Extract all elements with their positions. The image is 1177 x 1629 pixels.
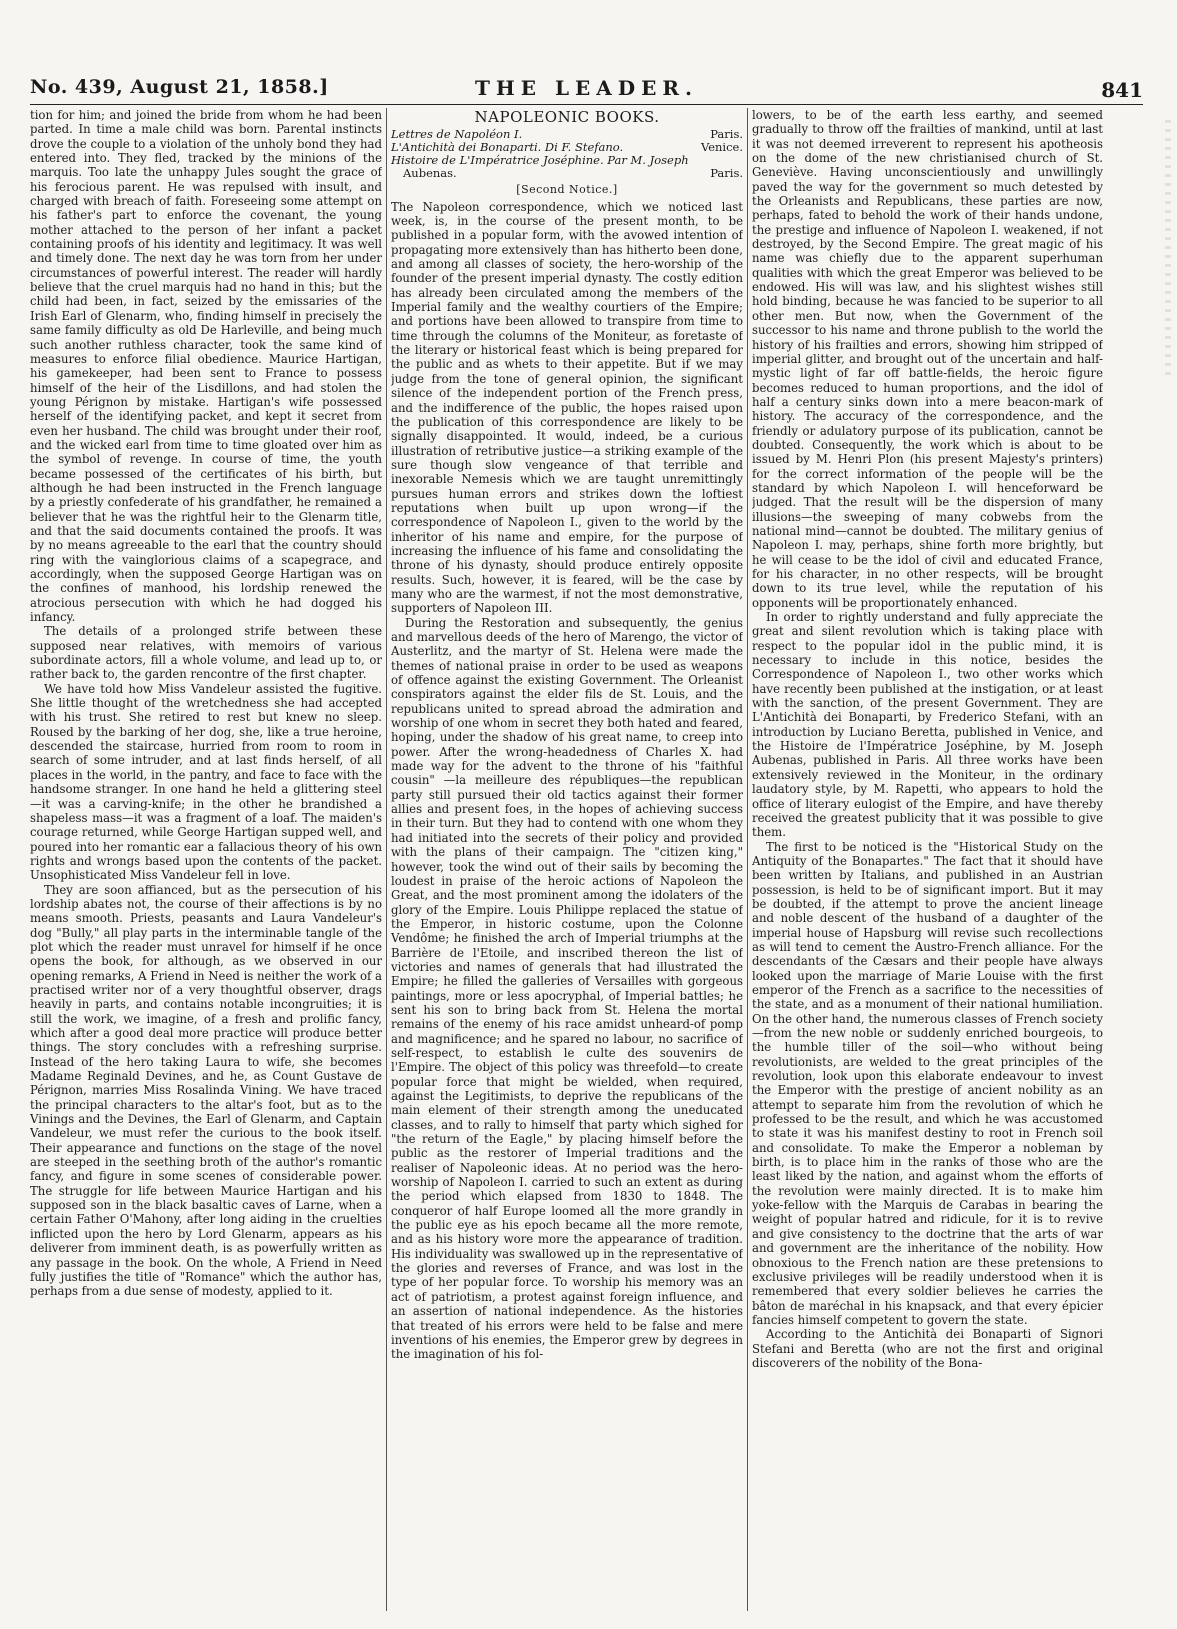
- paragraph: We have told how Miss Vandeleur assisted the fugitive. She little thought of the wretchedness she had accepted with his trust. She retired to rest but knew no sleep. Roused by the barking of her dog, she, like a true heroine, descended the staircase, hurried from room to room in search of some intruder, and at last finds herself, of all places in the world, in the pantry, and face to face with the handsome stranger. In one hand he held a glittering steel—it was a carving-knife; in the other he brandished a shapeless mass—it was a fragment of a loaf. The maiden's courage returned, while George Hartigan supped well, and poured into her romantic ear a fallacious theory of his own rights and wrongs based upon the contents of the packet. Unsophisticated Miss Vandeleur fell in love.: [30, 681, 382, 883]
- paragraph: During the Restoration and subsequently, the genius and marvellous deeds of the hero of Marengo, the victor of Austerlitz, and the martyr of St. Helena were made the themes of national praise in order to be used as weapons of offence against the existing Government. The Orleanist conspirators against the elder fils de St. Louis, and the republicans united to spread abroad the admiration and worship of one whom in secret they both hated and feared, hoping, under the shadow of his great name, to creep into power. After the wrong-headedness of Charles X. had made way for the advent to the throne of his "faithful cousin" —la meilleure des républiques—the republican party still pursued their old tactics against their former allies and present foes, in the hopes of achieving success in their turn. But they had to contend with one whom they had initiated into the secrets of their policy and provided with the plans of their campaign. The "citizen king," however, took the wind out of their sails by becoming the loudest in praise of the heroic actions of Napoleon the Great, and the most prominent among the idolaters of the glory of the Empire. Louis Philippe replaced the statue of the Emperor, in historic costume, upon the Colonne Vendôme; he finished the arch of Imperial triumphs at the Barrière de l'Etoile, and inscribed thereon the list of victories and names of generals that had illustrated the Empire; he filled the galleries of Versailles with gorgeous paintings, more or less apocryphal, of Imperial battles; he sent his son to bring back from St. Helena the mortal remains of the enemy of his race amidst unheard-of pomp and magnificence; and he spared no labour, no sacrifice of self-respect, to establish le culte des souvenirs de l'Empire. The object of this policy was threefold—to create popular force that might be wielded, when required, against the Legitimists, to deprive the republicans of the main element of their strength among the uneducated classes, and to rally to himself that party which sighed for "the return of the Eagle," by placing himself before the public as the restorer of Imperial traditions and the realiser of Napoleonic ideas. At no period was the hero-worship of Napoleon I. carried to such an extent as during the period which elapsed from 1830 to 1848. The conqueror of half Europe loomed all the more grandly in the public eye as his epoch became all the more remote, and as his history wore more the appearance of tradition. His individuality was swallowed up in the representative of the glories and reverses of France, and was lost in the type of her popular force. To worship his memory was an act of patriotism, a protest against foreign influence, and an assertion of national independence. As the histories that treated of his errors were held to be false and mere inventions of his enemies, the Emperor grew by degrees in the imagination of his fol-: [391, 615, 743, 1362]
- paragraph: They are soon affianced, but as the persecution of his lordship abates not, the course of their affections is by no means smooth. Priests, peasants and Laura Vandeleur's dog "Bully," all play parts in the interminable tangle of the plot which the reader must unravel for himself if he once opens the book, for although, as we observed in our opening remarks, A Friend in Need is neither the work of a practised writer nor of a very thoughtful observer, drags heavily in parts, and contains notable incongruities; it is still the work, we imagine, of a fresh and prolific fancy, which after a good deal more practice will produce better things. The story concludes with a refreshing surprise. Instead of the hero taking Laura to wife, she becomes Madame Reginald Devines, and he, as Count Gustave de Pérignon, marries Miss Rosalinda Vining. We have traced the principal characters to the altar's foot, but as to the Vinings and the Devines, the Earl of Glenarm, and Captain Vandeleur, we must refer the curious to the book itself. Their appearance and functions on the stage of the novel are steeped in the seething broth of the author's romantic fancy, and figure in some scenes of considerable power. The struggle for life between Maurice Hartigan and his supposed son in the black basaltic caves of Larne, when a certain Father O'Mahony, after long aiding in the cruelties inflicted upon the hero by Lord Glenarm, appears as his deliverer from imminent death, is as powerfully written as any passage in the book. On the whole, A Friend in Need fully justifies the title of "Romance" which the author has, perhaps from a due sense of modesty, applied to it.: [30, 882, 382, 1299]
- book-title: Histoire de L'Impératrice Joséphine. Par M. Joseph: [391, 153, 689, 168]
- header-rule: [30, 104, 1143, 105]
- book-title: Lettres de Napoléon I.: [391, 127, 523, 142]
- column-divider: [386, 108, 387, 1611]
- paragraph: tion for him; and joined the bride from whom he had been parted. In time a male child was born. Parental instincts drove the couple to a violation of the unholy bond they had entered into. They fled, tracked by the minions of the marquis. Too late the unhappy Jules sought the grace of his ferocious parent. He was repulsed with insult, and charged with breach of faith. Foreseeing some attempt on his father's part to enforce the covenant, the young mother attached to the person of her infant a packet containing proofs of his identity and legitimacy. It was well and timely done. The next day he was torn from her under circumstances of powerful interest. The reader will hardly believe that the cruel marquis had no hand in this; but the child had been, in fact, seized by the emissaries of the Irish Earl of Glenarm, who, finding himself in precisely the same family difficulty as old De Harleville, and being much such another ruthless character, took the same kind of measures to enforce filial obedience. Maurice Hartigan, his gamekeeper, had been sent to France to possess himself of the heir of the Lisdillons, and had stolen the young Pérignon by mistake. Hartigan's wife possessed herself of the identifying packet, and kept it secret from even her husband. The child was brought under their roof, and the wicked earl from time to time gloated over him as the symbol of revenge. In course of time, the youth became possessed of the certificates of his birth, but although he had been instructed in the French language by a priestly confederate of his grandfather, he remained a believer that he was the rightful heir to the Glenarm title, and that the said documents contained the proofs. It was by no means agreeable to the earl that the country should ring with the vainglorious claims of a scapegrace, and accordingly, when the supposed George Hartigan was on the confines of manhood, his lordship renewed the atrocious persecution with which he had dogged his infancy.: [30, 108, 382, 625]
- masthead-title: THE LEADER.: [475, 76, 698, 100]
- column-divider: [747, 108, 748, 1611]
- book-author: Aubenas.: [403, 166, 457, 181]
- book-place: Paris.: [710, 166, 743, 181]
- book-entry: [391, 167, 743, 180]
- issue-date: No. 439, August 21, 1858.]: [30, 76, 329, 98]
- page-header: [30, 76, 1143, 106]
- paragraph: lowers, to be of the earth less earthy, and seemed gradually to throw off the frailties of mankind, until at last it was not deemed irreverent to represent his apotheosis on the dome of the new christianised church of St. Geneviève. Having unconscientiously and unwillingly paved the way for the government so much detested by the Orleanists and Republicans, these parties are now, perhaps, fated to behold the work of their hands undone, the prestige and influence of Napoleon I. weakened, if not destroyed, by the Second Empire. The great magic of his name was chiefly due to the apparent superhuman qualities with which the great Emperor was believed to be endowed. His will was law, and his slightest wishes still hold binding, because he was fancied to be superior to all other men. But now, when the Government of the successor to his name and throne publish to the world the history of his frailties and errors, showing him stripped of imperial glitter, and brought out of the uncertain and half-mystic light of far off battle-fields, the heroic figure becomes reduced to human proportions, and the idol of half a century sinks down into a mere beacon-mark of history. The accuracy of the correspondence, and the friendly or adulatory purpose of its publication, cannot be doubted. Consequently, the work which is about to be issued by M. Henri Plon (his present Majesty's printers) for the correct information of the people will be the standard by which Napoleon I. will henceforward be judged. That the result will be the dispersion of many illusions—the sweeping of many cobwebs from the national mind—cannot be doubted. The military genius of Napoleon I. may, perhaps, shine forth more brightly, but he will cease to be the idol of civil and educated France, for his character, in no other respects, will be brought down to its true level, while the reputation of his opponents will be proportionately enhanced.: [752, 108, 1103, 610]
- book-place: Venice.: [700, 140, 743, 155]
- book-title: L'Antichità dei Bonaparti. Di F. Stefano.: [391, 140, 624, 155]
- section-title: NAPOLEONIC BOOKS.: [474, 108, 660, 126]
- paragraph: The Napoleon correspondence, which we noticed last week, is, in the course of the present month, to be published in a popular form, with the avowed intention of propagating more extensively than has hitherto been done, and among all classes of society, the hero-worship of the founder of the present imperial dynasty. The costly edition has already been circulated among the members of the Imperial family and the wealthy courtiers of the Empire; and portions have been allowed to transpire from time to time through the columns of the Moniteur, as foretaste of the literary or historical feast which is being prepared for the public and as whets to their appetite. But if we may judge from the tone of general opinion, the significant silence of the independent portion of the French press, and the indifference of the public, the hopes raised upon the publication of this correspondence are likely to be signally disappointed. It would, indeed, be a curious illustration of retributive justice—a striking example of the sure though slow vengeance of that terrible and inexorable Nemesis which we are taught unremittingly pursues human errors and strikes down the loftiest reputations when built up upon wrong—if the correspondence of Napoleon I., given to the world by the inheritor of his name and empire, for the purpose of increasing the influence of his fame and consolidating the throne of his dynasty, should produce entirely opposite results. Such, however, it is feared, will be the case by many who are the warmest, if not the most demonstrative, supporters of Napoleon III.: [391, 199, 743, 616]
- book-place: Paris.: [710, 127, 743, 142]
- column-3: [752, 108, 1103, 1611]
- column-2: [391, 108, 743, 1611]
- paragraph: The details of a prolonged strife between these supposed near relatives, with memoirs of various subordinate actors, fill a whole volume, and lead up to, or rather back to, the garden rencontre of the first chapter.: [30, 624, 382, 682]
- notice-label: [Second Notice.]: [516, 183, 618, 197]
- article-columns: [30, 108, 1143, 1611]
- paragraph: According to the Antichità dei Bonaparti of Signori Stefani and Beretta (who are not the first and original discoverers of the nobility of the Bona-: [752, 1327, 1103, 1370]
- page-number: 841: [1101, 78, 1143, 102]
- page-edge-shadow: [1165, 120, 1171, 380]
- paragraph: In order to rightly understand and fully appreciate the great and silent revolution which is taking place with respect to the popular idol in the public mind, it is necessary to include in this notice, besides the Correspondence of Napoleon I., two other works which have recently been published at the instigation, or at least with the sanction, of the present Government. They are L'Antichità dei Bonaparti, by Frederico Stefani, with an introduction by Luciano Beretta, published in Venice, and the Histoire de l'Impératrice Joséphine, by M. Joseph Aubenas, published in Paris. All three works have been extensively reviewed in the Moniteur, in the ordinary laudatory style, by M. Rapetti, who appears to hold the office of literary eulogist of the Empire, and have thereby received the greatest publicity that it was possible to give them.: [752, 610, 1103, 840]
- column-1: [30, 108, 382, 1611]
- paragraph: The first to be noticed is the "Historical Study on the Antiquity of the Bonapartes." The fact that it should have been written by Italians, and published in an Austrian possession, is held to be of significant import. But it may be doubted, if the attempt to prove the ancient lineage and noble descent of the husband of a daughter of the imperial house of Hapsburg will revise such recollections as will tend to cement the Austro-French alliance. For the descendants of the Cæsars and their people have always looked upon the marriage of Marie Louise with the first emperor of the French as a sacrifice to the necessities of the state, and as a monument of their national humiliation. On the other hand, the numerous classes of French society—from the new noble or suddenly enriched bourgeois, to the humble tiller of the soil—who without being revolutionists, are welded to the great principles of the revolution, look upon this elaborate endeavour to invest the Emperor with the prestige of ancient nobility as an attempt to separate him from the revolution of which he professed to be the result, and which he was accustomed to state it was his manifest destiny to root in French soil and consolidate. To make the Emperor a nobleman by birth, is to place him in the ranks of those who are the least liked by the nation, and against whom the efforts of the revolution were mainly directed. It is to make him yoke-fellow with the Marquis de Carabas in bearing the weight of popular hatred and ridicule, for it is to revive and give consistency to the doctrine that the arts of war and government are the inheritance of the nobility. How obnoxious to the French nation are these pretensions to exclusive privileges will be readily understood when it is remembered that every soldier believes he carries the bâton de maréchal in his knapsack, and that every épicier fancies himself competent to govern the state.: [752, 839, 1103, 1327]
